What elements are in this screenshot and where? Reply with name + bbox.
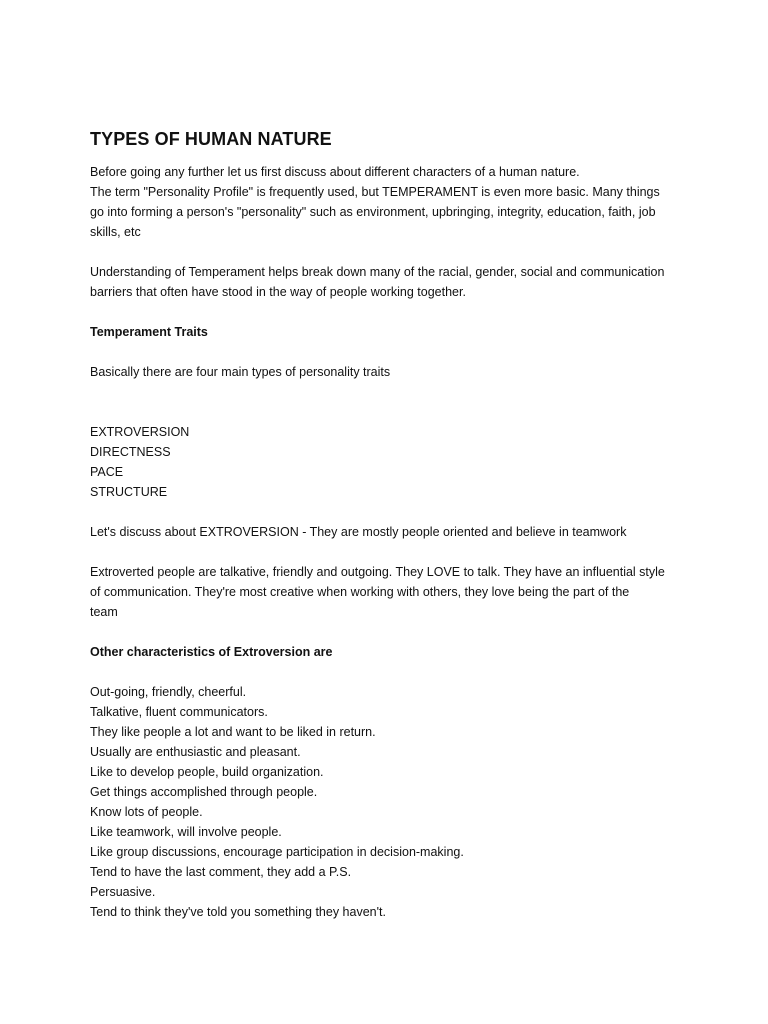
characteristic-item: Persuasive. xyxy=(90,885,156,899)
characteristic-item: Tend to think they've told you something they haven't. xyxy=(90,905,386,919)
spacer xyxy=(90,622,690,642)
spacer xyxy=(90,382,690,422)
spacer xyxy=(90,542,690,562)
intro-line: Before going any further let us first discuss about different characters of a human nature. xyxy=(90,165,580,179)
characteristic-item: Like to develop people, build organization. xyxy=(90,765,324,779)
characteristic-item: They like people a lot and want to be liked in return. xyxy=(90,725,376,739)
characteristic-item: Usually are enthusiastic and pleasant. xyxy=(90,745,301,759)
traits-intro: Basically there are four main types of personality traits xyxy=(90,365,391,379)
trait-item: STRUCTURE xyxy=(90,485,168,499)
extroversion-discuss: Let's discuss about EXTROVERSION - They are mostly people oriented and believe in teamwork xyxy=(90,525,627,539)
trait-item: EXTROVERSION xyxy=(90,425,190,439)
document-page xyxy=(90,126,690,922)
characteristic-item: Out-going, friendly, cheerful. xyxy=(90,685,247,699)
extroverted-line: Extroverted people are talkative, friendly and outgoing. They LOVE to talk. They have an influential style xyxy=(90,565,665,579)
spacer xyxy=(90,242,690,262)
characteristic-item: Get things accomplished through people. xyxy=(90,785,318,799)
extroverted-line: of communication. They're most creative when working with others, they love being the part of the xyxy=(90,585,630,599)
spacer xyxy=(90,662,690,682)
characteristic-item: Like group discussions, encourage participation in decision-making. xyxy=(90,845,464,859)
understanding-line: Understanding of Temperament helps break down many of the racial, gender, social and communication xyxy=(90,265,665,279)
traits-heading: Temperament Traits xyxy=(90,325,208,339)
extroverted-line: team xyxy=(90,605,118,619)
spacer xyxy=(90,342,690,362)
trait-item: PACE xyxy=(90,465,124,479)
trait-item: DIRECTNESS xyxy=(90,445,171,459)
intro-line: go into forming a person's "personality" such as environment, upbringing, integrity, education, faith, job xyxy=(90,205,656,219)
intro-line: skills, etc xyxy=(90,225,141,239)
document-title: TYPES OF HUMAN NATURE xyxy=(90,129,332,149)
characteristic-item: Talkative, fluent communicators. xyxy=(90,705,268,719)
understanding-line: barriers that often have stood in the way of people working together. xyxy=(90,285,466,299)
characteristic-item: Know lots of people. xyxy=(90,805,203,819)
characteristics-heading: Other characteristics of Extroversion are xyxy=(90,645,333,659)
intro-line: The term "Personality Profile" is frequently used, but TEMPERAMENT is even more basic. Many things xyxy=(90,185,660,199)
characteristic-item: Like teamwork, will involve people. xyxy=(90,825,282,839)
spacer xyxy=(90,302,690,322)
spacer xyxy=(90,502,690,522)
characteristic-item: Tend to have the last comment, they add a P.S. xyxy=(90,865,352,879)
